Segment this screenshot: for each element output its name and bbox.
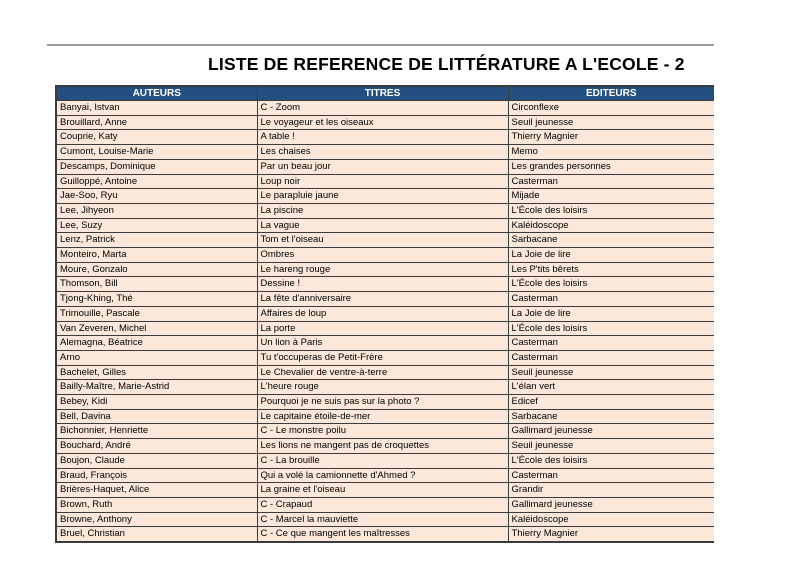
- title-cell: C - Crapaud: [257, 497, 508, 512]
- reference-table: [55, 85, 714, 543]
- editor-cell: Casterman: [508, 336, 714, 351]
- title-cell: Qui a volé la camionnette d'Ahmed ?: [257, 468, 508, 483]
- table-row: [56, 350, 714, 365]
- table-row: [56, 145, 714, 160]
- table-row: [56, 159, 714, 174]
- title-cell: Le Chevalier de ventre-à-terre: [257, 365, 508, 380]
- author-cell: Browne, Anthony: [56, 512, 257, 527]
- table-row: [56, 483, 714, 498]
- table-row: [56, 218, 714, 233]
- title-cell: Tu t'occuperas de Petit-Frère: [257, 350, 508, 365]
- editor-cell: Casterman: [508, 292, 714, 307]
- title-cell: Par un beau jour: [257, 159, 508, 174]
- title-cell: La fête d'anniversaire: [257, 292, 508, 307]
- table-row: [56, 468, 714, 483]
- title-cell: Pourquoi je ne suis pas sur la photo ?: [257, 395, 508, 410]
- editor-cell: La Joie de lire: [508, 306, 714, 321]
- author-cell: Bell, Davina: [56, 409, 257, 424]
- editor-cell: L'École des loisirs: [508, 453, 714, 468]
- title-cell: Les lions ne mangent pas de croquettes: [257, 439, 508, 454]
- editor-cell: Les P'tits bêrets: [508, 262, 714, 277]
- editor-cell: Casterman: [508, 350, 714, 365]
- table-row: [56, 277, 714, 292]
- table-row: [56, 292, 714, 307]
- author-cell: Lee, Suzy: [56, 218, 257, 233]
- author-cell: Tjong-Khing, Thé: [56, 292, 257, 307]
- author-cell: Cumont, Louise-Marie: [56, 145, 257, 160]
- table-row: [56, 248, 714, 263]
- title-cell: Les chaises: [257, 145, 508, 160]
- column-header-editeurs: EDITEURS: [508, 86, 714, 101]
- table-row: [56, 512, 714, 527]
- title-cell: Affaires de loup: [257, 306, 508, 321]
- author-cell: Bailly-Maître, Marie-Astrid: [56, 380, 257, 395]
- author-cell: Jae-Soo, Ryu: [56, 189, 257, 204]
- table-row: [56, 497, 714, 512]
- editor-cell: Sarbacane: [508, 409, 714, 424]
- table-header-row: [56, 86, 714, 101]
- table-row: [56, 189, 714, 204]
- editor-cell: Thierry Magnier: [508, 130, 714, 145]
- table-row: [56, 453, 714, 468]
- table-row: [56, 439, 714, 454]
- author-cell: Brières-Haquet, Alice: [56, 483, 257, 498]
- title-cell: Ombres: [257, 248, 508, 263]
- editor-cell: Kaléidoscope: [508, 512, 714, 527]
- author-cell: Moure, Gonzalo: [56, 262, 257, 277]
- title-cell: Un lion à Paris: [257, 336, 508, 351]
- editor-cell: Memo: [508, 145, 714, 160]
- author-cell: Brown, Ruth: [56, 497, 257, 512]
- table-row: [56, 174, 714, 189]
- author-cell: Bouchard, André: [56, 439, 257, 454]
- title-cell: La porte: [257, 321, 508, 336]
- editor-cell: Seuil jeunesse: [508, 439, 714, 454]
- editor-cell: Kaléidoscope: [508, 218, 714, 233]
- title-cell: La piscine: [257, 203, 508, 218]
- author-cell: Bebey, Kidi: [56, 395, 257, 410]
- table-row: [56, 203, 714, 218]
- author-cell: Alemagna, Béatrice: [56, 336, 257, 351]
- title-cell: Loup noir: [257, 174, 508, 189]
- title-cell: Le hareng rouge: [257, 262, 508, 277]
- table-row: [56, 365, 714, 380]
- table-row: [56, 409, 714, 424]
- title-cell: C - Le monstre poilu: [257, 424, 508, 439]
- column-header-titres: TITRES: [257, 86, 508, 101]
- editor-cell: Thierry Magnier: [508, 527, 714, 542]
- author-cell: Guilloppé, Antoine: [56, 174, 257, 189]
- author-cell: Bachelet, Gilles: [56, 365, 257, 380]
- header-rule: [47, 44, 714, 46]
- table-row: [56, 380, 714, 395]
- author-cell: Bichonnier, Henriette: [56, 424, 257, 439]
- title-cell: Dessine !: [257, 277, 508, 292]
- editor-cell: L'élan vert: [508, 380, 714, 395]
- author-cell: Thomson, Bill: [56, 277, 257, 292]
- editor-cell: Grandir: [508, 483, 714, 498]
- title-cell: C - La brouille: [257, 453, 508, 468]
- table-body: [56, 101, 714, 543]
- table-row: [56, 233, 714, 248]
- editor-cell: Seuil jeunesse: [508, 365, 714, 380]
- author-cell: Banyai, Istvan: [56, 101, 257, 116]
- author-cell: Arno: [56, 350, 257, 365]
- author-cell: Braud, François: [56, 468, 257, 483]
- editor-cell: Sarbacane: [508, 233, 714, 248]
- author-cell: Van Zeveren, Michel: [56, 321, 257, 336]
- author-cell: Monteiro, Marta: [56, 248, 257, 263]
- title-cell: A table !: [257, 130, 508, 145]
- editor-cell: L'École des loisirs: [508, 203, 714, 218]
- table-row: [56, 424, 714, 439]
- title-cell: Tom et l'oiseau: [257, 233, 508, 248]
- editor-cell: Circonflexe: [508, 101, 714, 116]
- table-row: [56, 336, 714, 351]
- author-cell: Lenz, Patrick: [56, 233, 257, 248]
- table-row: [56, 527, 714, 542]
- editor-cell: Seuil jeunesse: [508, 115, 714, 130]
- page-title: LISTE DE REFERENCE DE LITTÉRATURE A L'ECOLE - 2: [208, 54, 685, 74]
- title-cell: La vague: [257, 218, 508, 233]
- title-cell: L'heure rouge: [257, 380, 508, 395]
- title-cell: Le capitaine étoile-de-mer: [257, 409, 508, 424]
- table-row: [56, 101, 714, 116]
- title-cell: Le voyageur et les oiseaux: [257, 115, 508, 130]
- editor-cell: L'École des loisirs: [508, 321, 714, 336]
- title-cell: La graine et l'oiseau: [257, 483, 508, 498]
- table-row: [56, 130, 714, 145]
- column-header-auteurs: AUTEURS: [56, 86, 257, 101]
- author-cell: Lee, Jihyeon: [56, 203, 257, 218]
- author-cell: Trimouille, Pascale: [56, 306, 257, 321]
- title-cell: Le parapluie jaune: [257, 189, 508, 204]
- editor-cell: Gallimard jeunesse: [508, 497, 714, 512]
- table-row: [56, 321, 714, 336]
- author-cell: Boujon, Claude: [56, 453, 257, 468]
- editor-cell: Casterman: [508, 174, 714, 189]
- table-row: [56, 262, 714, 277]
- editor-cell: Mijade: [508, 189, 714, 204]
- editor-cell: Casterman: [508, 468, 714, 483]
- title-cell: C - Marcel la mauviette: [257, 512, 508, 527]
- title-cell: C - Ce que mangent les maîtresses: [257, 527, 508, 542]
- table-row: [56, 395, 714, 410]
- editor-cell: L'École des loisirs: [508, 277, 714, 292]
- title-cell: C - Zoom: [257, 101, 508, 116]
- author-cell: Couprie, Katy: [56, 130, 257, 145]
- table-row: [56, 306, 714, 321]
- author-cell: Bruel, Christian: [56, 527, 257, 542]
- author-cell: Descamps, Dominique: [56, 159, 257, 174]
- table-row: [56, 115, 714, 130]
- author-cell: Brouillard, Anne: [56, 115, 257, 130]
- editor-cell: Gallimard jeunesse: [508, 424, 714, 439]
- editor-cell: Les grandes personnes: [508, 159, 714, 174]
- editor-cell: La Joie de lire: [508, 248, 714, 263]
- editor-cell: Edicef: [508, 395, 714, 410]
